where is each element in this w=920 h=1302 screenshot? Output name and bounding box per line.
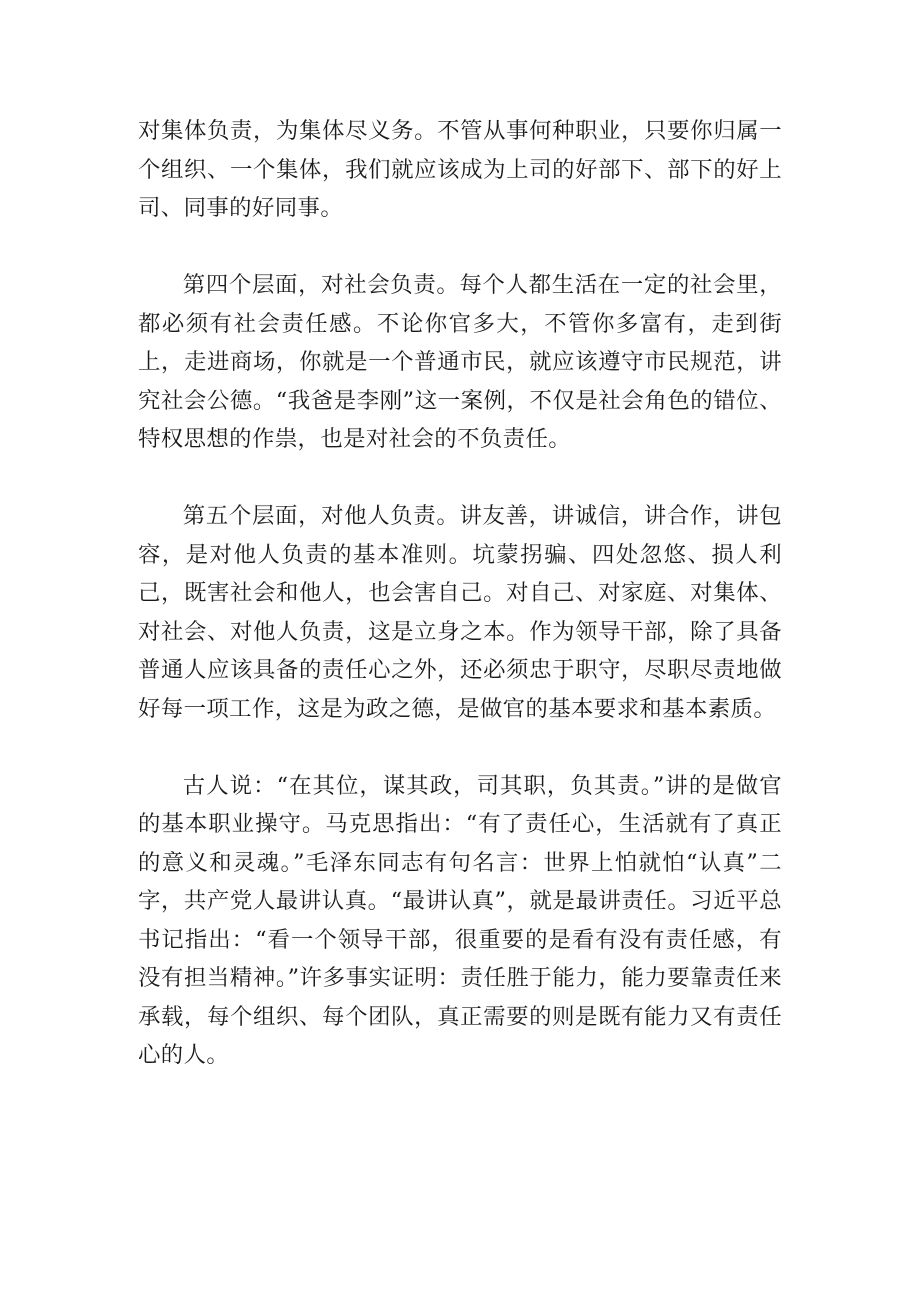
paragraph-quotations: 古人说：“在其位，谋其政，司其职，负其责。”讲的是做官的基本职业操守。马克思指出：“有了责任心，生活就有了真正的意义和灵魂。”毛泽东同志有句名言：世界上怕就怕“认真”二字，共产党人最讲认真。“最讲认真”，就是最讲责任。习近平总书记指出：“看一个领导干部，很重要的是看有没有责任感，有没有担当精神。”许多事实证明：责任胜于能力，能力要靠责任来承载，每个组织、每个团队，真正需要的则是既有能力又有责任心的人。 [138, 772, 782, 1068]
paragraph-society-responsibility: 第四个层面，对社会负责。每个人都生活在一定的社会里，都必须有社会责任感。不论你官多大，不管你多富有，走到街上，走进商场，你就是一个普通市民，就应该遵守市民规范，讲究社会公德。“我爸是李刚”这一案例，不仅是社会角色的错位、特权思想的作祟，也是对社会的不负责任。 [138, 272, 782, 452]
paragraph-collective-responsibility: 对集体负责，为集体尽义务。不管从事何种职业，只要你归属一个组织、一个集体，我们就应该成为上司的好部下、部下的好上司、同事的好同事。 [138, 118, 782, 221]
document-page [138, 112, 782, 1075]
paragraph-others-responsibility: 第五个层面，对他人负责。讲友善，讲诚信，讲合作，讲包容，是对他人负责的基本准则。坑蒙拐骗、四处忽悠、损人利己，既害社会和他人，也会害自己。对自己、对家庭、对集体、对社会、对他人负责，这是立身之本。作为领导干部，除了具备普通人应该具备的责任心之外，还必须忠于职守，尽职尽责地做好每一项工作，这是为政之德，是做官的基本要求和基本素质。 [138, 503, 782, 722]
